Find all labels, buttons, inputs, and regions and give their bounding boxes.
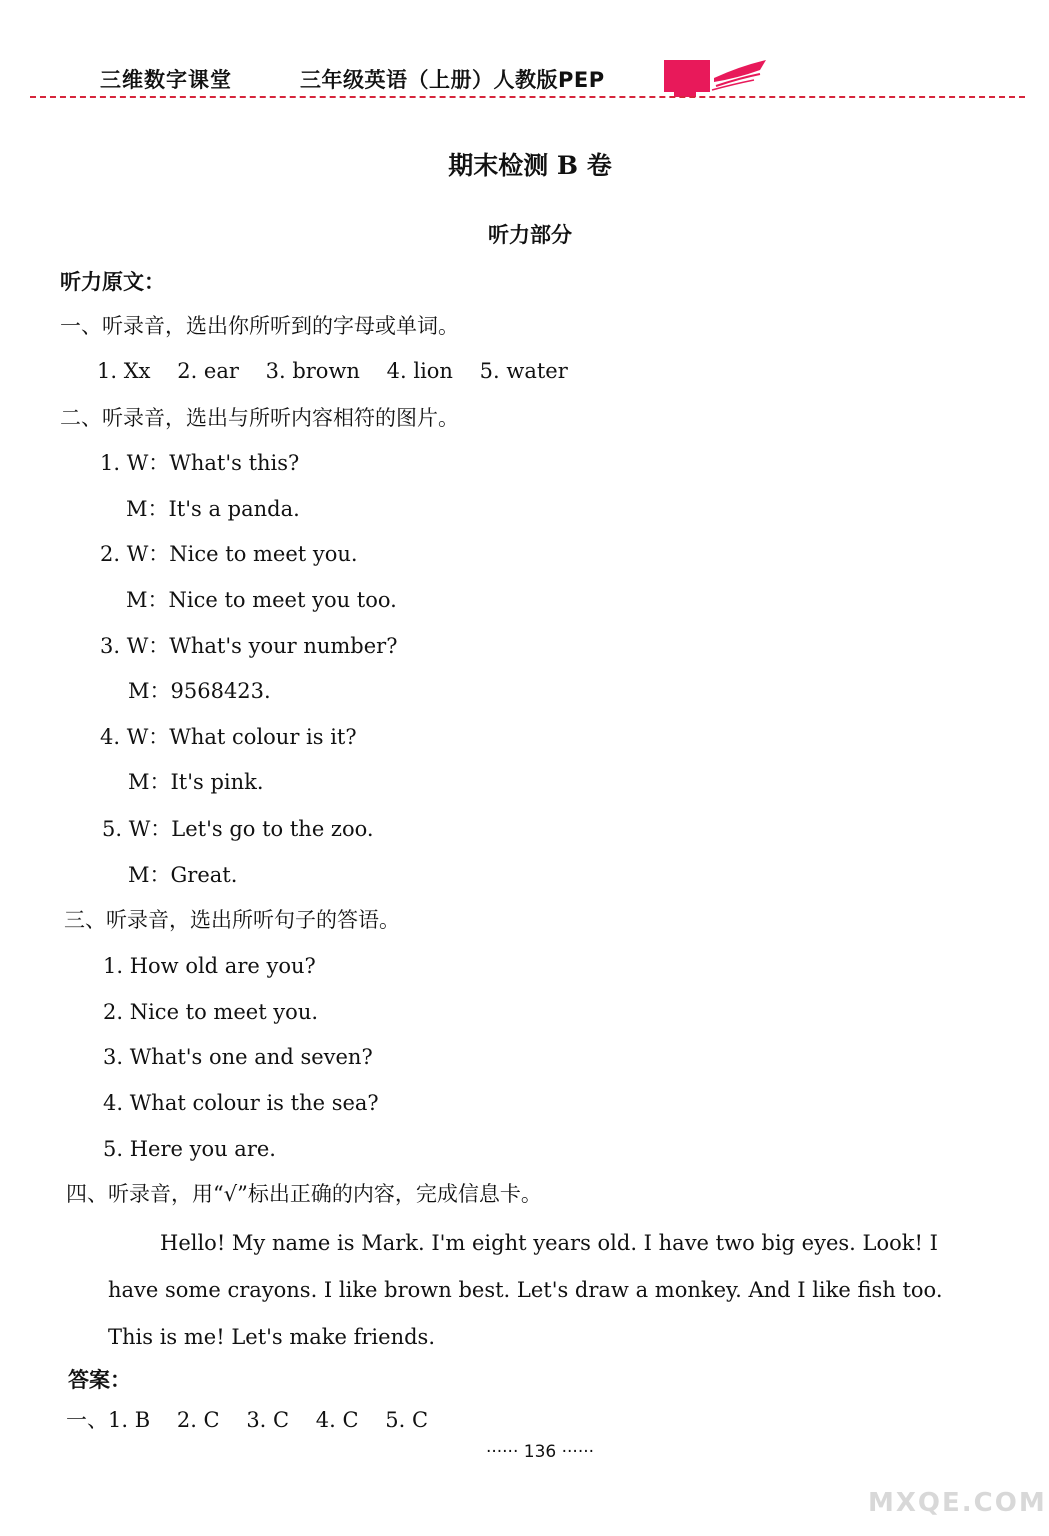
question-line: 4. What colour is the sea? [103,1091,379,1115]
question-line: 1. How old are you? [103,954,316,978]
answer-label: 答案： [68,1367,131,1392]
dialogue-line: M：9568423. [128,679,271,703]
section-4-heading: 四、听录音，用“√”标出正确的内容，完成信息卡。 [66,1182,542,1206]
passage-line: Hello! My name is Mark. I'm eight years old. I have two big eyes. Look! I [160,1231,938,1255]
dialogue-line: 5. W：Let's go to the zoo. [102,817,374,841]
page-title: 期末检测 B 卷 [448,151,612,180]
question-line: 2. Nice to meet you. [103,1000,319,1024]
header-divider [30,96,1025,98]
passage-line: have some crayons. I like brown best. Let's draw a monkey. And I like fish too. [108,1278,943,1302]
watermark-logo: MXQE.COM [868,1488,1047,1518]
dialogue-line: 1. W：What's this? [100,451,300,475]
book-title: 三年级英语（上册）人教版PEP [300,68,605,92]
transcript-label: 听力原文： [60,269,165,294]
question-line: 3. What's one and seven? [103,1045,373,1069]
dialogue-line: 3. W：What's your number? [100,634,398,658]
section-2-heading: 二、听录音，选出与所听内容相符的图片。 [60,406,459,430]
section-3-heading: 三、听录音，选出所听句子的答语。 [64,908,400,932]
page-number: ······ 136 ······ [485,1442,595,1462]
section-subtitle: 听力部分 [488,222,572,247]
answer-line-1: 一、1. B 2. C 3. C 4. C 5. C [66,1408,429,1432]
dialogue-line: M：Nice to meet you too. [126,588,397,612]
dialogue-line: M：It's pink. [128,770,264,794]
passage-line: This is me! Let's make friends. [108,1325,435,1349]
dialogue-line: 4. W：What colour is it? [100,725,357,749]
passage-paragraph [108,1220,1008,1361]
section-1-heading: 一、听录音，选出你所听到的字母或单词。 [60,314,459,338]
dialogue-line: 2. W：Nice to meet you. [100,542,358,566]
question-line: 5. Here you are. [103,1137,276,1161]
section-1-items: 1. Xx 2. ear 3. brown 4. lion 5. water [97,359,568,383]
page-header [0,52,1049,112]
dialogue-line: M：Great. [128,863,238,887]
series-name: 三维数字课堂 [100,68,232,92]
dialogue-line: M：It's a panda. [126,497,300,521]
